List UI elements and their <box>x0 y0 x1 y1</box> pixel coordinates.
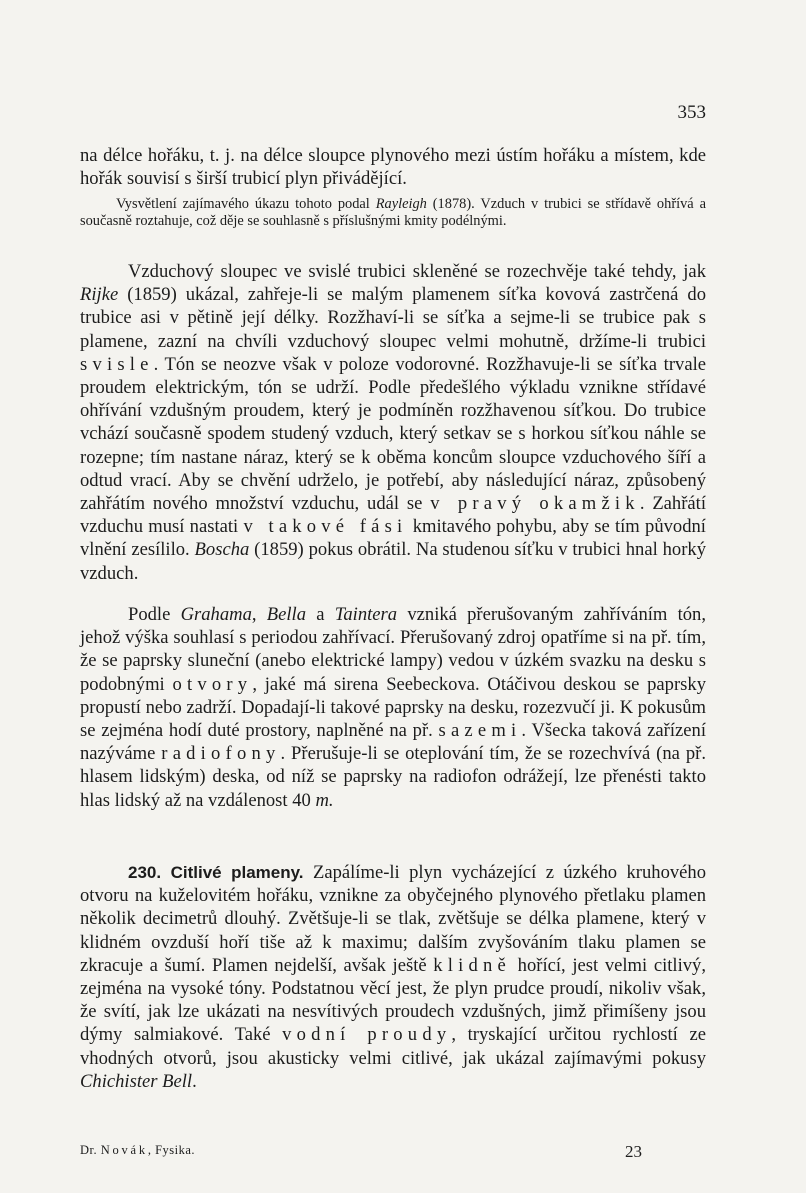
note-text-a: Vysvětlení zajímavého úkazu tohoto podal <box>116 196 370 212</box>
p4-text-c: hořící, jest velmi citlivý, zejména na vysoké tóny. Podstatnou věcí jest, že plyn prudce proudí, nikoliv však, že svítí, jak lze ukázati na nesvítivých proudech vzdušných, jimž přimíšeny jsou dýmy salmiakové. Také <box>80 954 706 1046</box>
p3-text-i: , jaké má sirena Seebeckova. Otáčivou deskou se paprsky propustí nebo zadrží. Dopadají-li takové paprsky na desku, rozezvučí ji. K pokusům se zejména hodí duté prostory, naplněné na př. <box>80 673 706 742</box>
section-heading: 230. Citlivé plameny. <box>128 863 304 882</box>
paragraph-intro: na délce hořáku, t. j. na délce sloupce plynového mezi ústím hořáku a místem, kde hořák souvisí s širší trubicí plyn přivádějící. <box>80 145 706 190</box>
emph-radiofony: radiofony <box>161 743 281 765</box>
book-title: , Fysika. <box>147 1143 196 1157</box>
p3-text-m: . Přerušuje-li se oteplování tím, že se rozechvívá (na př. hlasem lidským) deska, od níž se paprsky na radiofon odrážejí, lze přenésti takto hlas lidský až na vzdálenost <box>80 743 706 811</box>
name-chichister-bell: Chichister Bell <box>80 1070 193 1092</box>
section-230 <box>80 861 706 1093</box>
distance-value: 40 <box>292 789 311 811</box>
p3-comma: , <box>251 604 257 625</box>
name-rijke: Rijke <box>80 284 119 306</box>
note-name-rayleigh: Rayleigh <box>375 196 427 212</box>
p3-text-a: Podle <box>128 604 171 625</box>
p4-text-a: Zapálíme-li plyn vycházející z úzkého kruhového otvoru na kuželovitém hořáku, vznikne za obyčejného plynového přetlaku plamen několik decimetrů dlouhý. Zvětšuje-li se tlak, zvětšuje se délka plamene, který v klidném ovzduší hoří tiše až k maximu; dalším zvyšováním tlaku plamen se zkracuje a šumí. Plamen nejdelší, avšak ještě <box>80 862 707 976</box>
p3-text-g: vzniká přerušovaným zahříváním tón, jehož výška souhlasí s periodou zahřívací. Přerušovaný zdroj opatříme si na př. tím, že se paprsky sluneční (anebo elektrické lampy) vedou v úzkém svazku na desku s podobnými <box>80 604 706 695</box>
p2-text-k: (1859) pokus obrátil. Na studenou síťku v trubici hnal horký vzduch. <box>80 539 706 584</box>
name-taintera: Taintera <box>334 604 398 625</box>
footnote-paragraph <box>80 196 706 229</box>
distance-unit: m. <box>315 789 334 811</box>
p4-period: . <box>192 1070 197 1092</box>
emph-svisle: svisle <box>80 353 154 375</box>
paragraph-radiofon <box>80 603 706 812</box>
p3-text-e: a <box>316 604 325 625</box>
p2-text-i: kmitavého pohybu, aby se tím původní vlnění zesílilo. <box>80 516 706 561</box>
name-bella: Bella <box>266 604 307 625</box>
emph-sazemi: sazemi <box>438 720 522 742</box>
p2-text-g: . Zahřátí vzduchu musí nastati <box>80 493 707 538</box>
author-prefix: Dr. <box>80 1143 98 1157</box>
note-text-c: (1878). Vzduch v trubici se střídavě ohřívá a současně roztahuje, což děje se souhlasně s příslušnými kmity podélnými. <box>80 196 706 229</box>
name-boscha: Boscha <box>194 539 250 561</box>
page-number: 353 <box>677 102 706 123</box>
signature-mark: 23 <box>625 1142 642 1161</box>
footer-author <box>80 1143 195 1158</box>
emph-pravy-okamzik: v pravý okamžik <box>430 493 640 515</box>
emph-takove-fasi: v takové fási <box>243 516 408 538</box>
p2-text-a: Vzduchový sloupec ve svislé trubici skleněné se rozechvěje také tehdy, jak <box>128 261 706 282</box>
emph-vodni-proudy: vodní proudy <box>282 1024 452 1046</box>
paragraph-rijke <box>80 260 706 585</box>
p2-text-e: . Tón se neozve však v poloze vodorovné. Rozžhavuje-li se síťka trvale proudem elektrickým, tón se udrží. Podle předešlého výkladu vznikne střídavé ohřívání vzdušným proudem, který je podmíněn rozžhavenou síťkou. Do trubice vchází současně spodem studený vzduch, který setkav se s horkou síťkou náhle se rozepne; tím nastane náraz, který se k oběma koncům sloupce vzduchového šíří a odtud vrací. Aby se chvění udrželo, je potřebí, aby následující náraz, způsobený zahřátím nového množství vzduchu, udál se <box>80 353 706 515</box>
p3-text-k: . Všecka taková zařízení nazýváme <box>80 720 707 765</box>
p4-text-e: , tryskající určitou rychlostí ze vhodných otvorů, jsou akusticky velmi citlivé, jak ukázal zajímavými pokusy <box>80 1024 706 1069</box>
emph-klidne: klidně <box>433 954 512 976</box>
name-grahama: Grahama <box>180 604 252 625</box>
emph-otvory: otvory <box>172 673 253 695</box>
author-name: Novák <box>100 1143 148 1157</box>
p2-text-c: (1859) ukázal, zahřeje-li se malým plamenem síťka kovová zastrčená do trubice asi v pětině její délky. Rozžhaví-li se síťka a sejme-li se trubice pak s plamene, zazní na chvíli vzduchový sloupec velmi mohutně, držíme-li trubici <box>80 284 707 352</box>
